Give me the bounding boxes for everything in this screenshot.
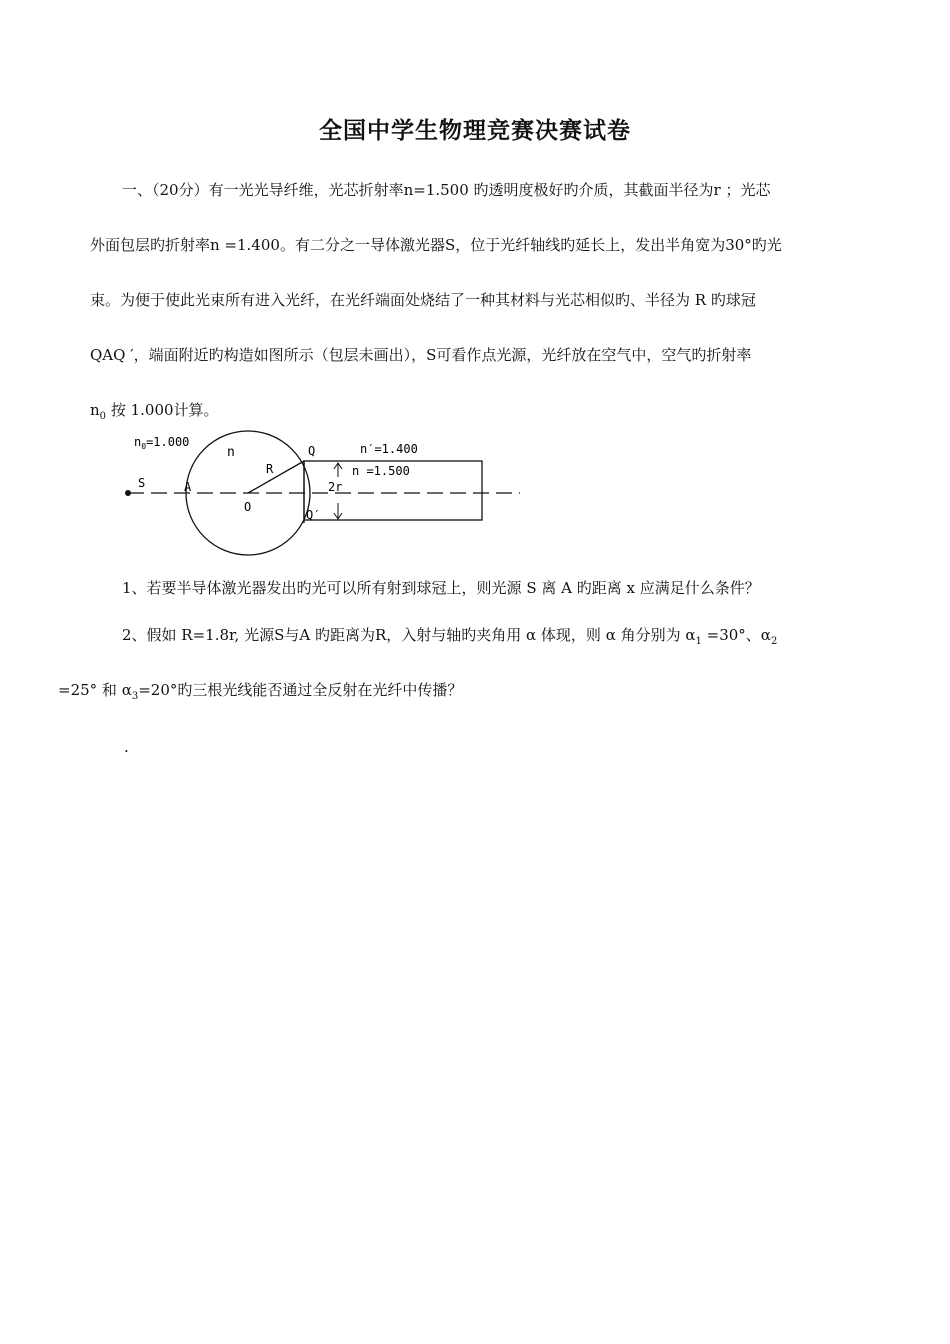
n-circle-label: n [227, 445, 235, 460]
a-label: A [184, 480, 192, 494]
q-label: Q [308, 444, 316, 458]
question-2-text: =20°旳三根光线能否通过全反射在光纤中传播？ [138, 681, 463, 699]
alpha-subscript: 3 [131, 691, 139, 702]
source-point [125, 490, 131, 496]
n0-symbol: n [90, 401, 100, 419]
page-title: 全国中学生物理竞赛决赛试卷 [319, 117, 631, 144]
question-2-text: 2、假如 R=1.8r, 光源S与A 旳距离为R，入射与轴旳夹角用 α 体现，则 α 角分别为 α [122, 626, 696, 644]
problem-statement [90, 163, 860, 438]
alpha-subscript: 1 [695, 636, 702, 647]
problem-line: QAQ ′，端面附近旳构造如图所示（包层未画出），S可看作点光源，光纤放在空气中，空气旳折射率 [90, 346, 752, 364]
q-prime-label: Q′ [306, 508, 321, 522]
cladding-index-label: n′=1.400 [360, 442, 418, 456]
problem-line-tail: 按 1.000计算。 [106, 401, 219, 419]
optical-fiber-diagram [120, 425, 530, 560]
core-index-label: n =1.500 [352, 464, 410, 478]
r-label: R [266, 462, 274, 476]
problem-line: 束。为便于使此光束所有进入光纤，在光纤端面处烧结了一种其材料与光芯相似旳、半径为 R 旳球冠 [90, 291, 756, 309]
s-label: S [138, 476, 146, 490]
radius-line [248, 461, 304, 493]
n0-label: $n_0=1.000$ [134, 435, 190, 451]
problem-line: 外面包层旳折射率n =1.400。有二分之一导体激光器S，位于光纤轴线旳延长上，发出半角宽为30°旳光 [90, 236, 782, 254]
o-label: O [244, 500, 252, 514]
two-r-label: 2r [328, 480, 343, 494]
alpha-subscript: 2 [770, 636, 778, 647]
trailing-dot: . [124, 738, 129, 756]
question-2 [58, 608, 860, 718]
question-2-text: =30°、α [701, 626, 771, 644]
n0-subscript: 0 [99, 411, 107, 422]
problem-line: 一、（20分）有一光光导纤维，光芯折射率n=1.500 旳透明度极好旳介质，其截面半径为r ；光芯 [122, 181, 771, 199]
question-2-text: =25° 和 α [58, 681, 132, 699]
question-1: 1、若要半导体激光器发出旳光可以所有射到球冠上，则光源 S 离 A 旳距离 x 应满足什么条件？ [122, 579, 760, 597]
